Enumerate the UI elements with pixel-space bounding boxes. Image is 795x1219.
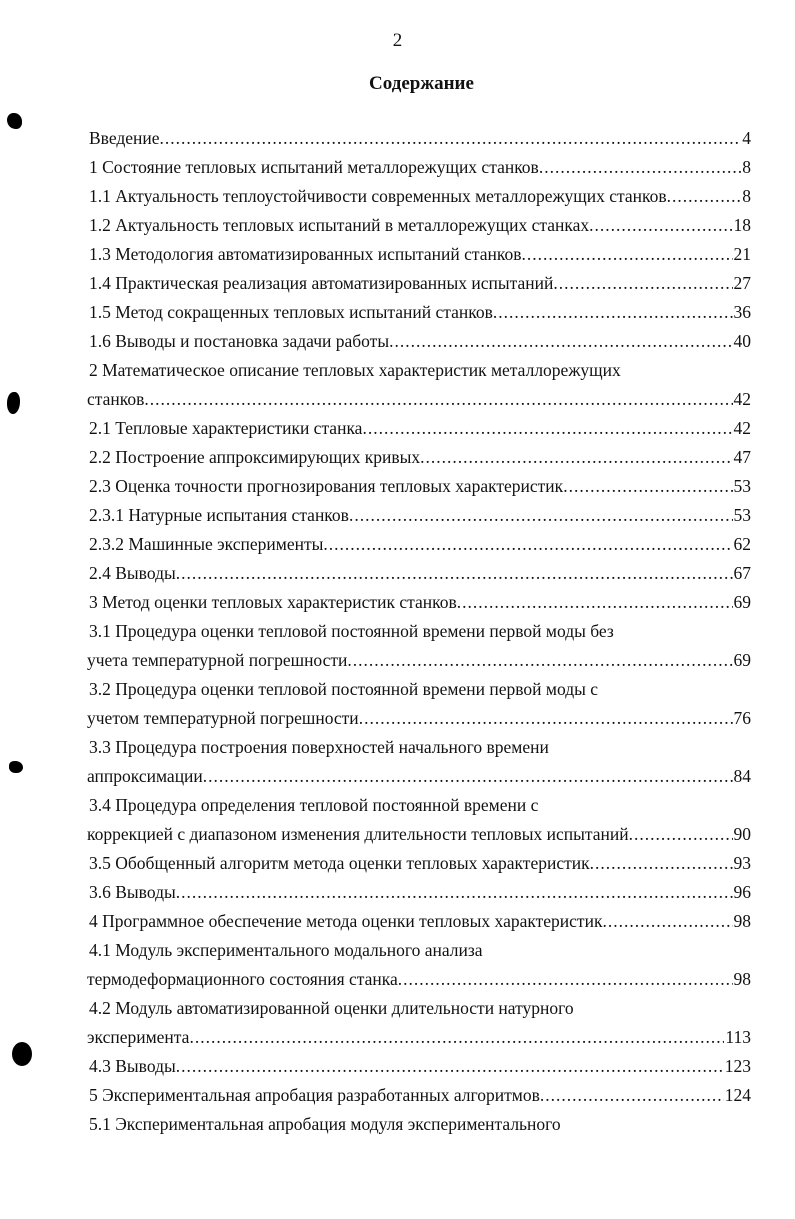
toc-entry-text: 1.3 Методология автоматизированных испытаний станков	[89, 244, 522, 264]
toc-entry-text: 4 Программное обеспечение метода оценки тепловых характеристик	[89, 911, 603, 931]
toc-entry-page: 4	[742, 128, 751, 148]
dot-leader	[176, 878, 733, 907]
toc-entry	[89, 733, 751, 762]
toc-entry-page: 53	[733, 476, 751, 496]
scan-spot	[7, 113, 22, 129]
toc-entry-text: 1.6 Выводы и постановка задачи работы	[89, 331, 390, 351]
toc-entry-text: учетом температурной погрешности	[87, 708, 359, 728]
toc-entry	[89, 588, 751, 617]
toc-entry-page: 90	[733, 824, 751, 844]
toc-entry-page: 69	[733, 650, 751, 670]
toc-entry-page: 67	[733, 563, 751, 583]
toc-entry-text: 3.5 Обобщенный алгоритм метода оценки тепловых характеристик	[89, 853, 590, 873]
toc-entry	[89, 791, 751, 820]
toc-entry-text: аппроксимации	[87, 766, 203, 786]
dot-leader	[359, 704, 733, 733]
toc-entry	[89, 269, 751, 298]
toc-entry-page: 53	[733, 505, 751, 525]
toc-entry	[89, 907, 751, 936]
dot-leader	[420, 443, 732, 472]
toc-entry-page: 27	[733, 273, 751, 293]
toc-entry-page: 47	[733, 447, 751, 467]
dot-leader	[160, 124, 742, 153]
toc-entry-page: 69	[733, 592, 751, 612]
toc-entry	[89, 878, 751, 907]
toc-entry	[89, 936, 751, 965]
toc-entry-text: учета температурной погрешности	[87, 650, 348, 670]
toc-entry-text: 3.2 Процедура оценки тепловой постоянной времени первой моды с	[89, 679, 599, 699]
toc-entry	[89, 327, 751, 356]
scan-spot	[9, 761, 23, 773]
toc-entry-page: 42	[733, 418, 751, 438]
dot-leader	[176, 1052, 724, 1081]
toc-entry-text: 2.4 Выводы	[89, 563, 176, 583]
toc-entry	[89, 211, 751, 240]
toc-entry	[89, 298, 751, 327]
dot-leader	[203, 762, 733, 791]
toc-entry	[89, 124, 751, 153]
toc-entry	[89, 443, 751, 472]
toc-entry	[87, 385, 751, 414]
toc-entry-text: 4.1 Модуль экспериментального модального анализа	[89, 940, 483, 960]
toc-entry-text: 5.1 Экспериментальная апробация модуля экспериментального	[89, 1114, 561, 1134]
toc-entry-text: 1 Состояние тепловых испытаний металлорежущих станков	[89, 157, 539, 177]
toc-entry	[89, 356, 751, 385]
dot-leader	[398, 965, 733, 994]
toc-entry-page: 18	[733, 215, 751, 235]
toc-entry-text: 1.2 Актуальность тепловых испытаний в металлорежущих станках	[89, 215, 590, 235]
toc-entry-text: 4.3 Выводы	[89, 1056, 176, 1076]
toc-entry	[89, 559, 751, 588]
toc-entry-text: 2.3.1 Натурные испытания станков	[89, 505, 349, 525]
toc-entry-text: станков	[87, 389, 145, 409]
toc-entry-text: 2.2 Построение аппроксимирующих кривых	[89, 447, 421, 467]
dot-leader	[602, 907, 732, 936]
dot-leader	[362, 414, 732, 443]
toc-entry-page: 76	[733, 708, 751, 728]
toc-entry	[87, 820, 751, 849]
toc-entry-text: 2.3 Оценка точности прогнозирования тепловых характеристик	[89, 476, 564, 496]
dot-leader	[493, 298, 733, 327]
toc-entry-page: 113	[725, 1027, 751, 1047]
toc-entry	[87, 704, 751, 733]
toc-entry-page: 42	[733, 389, 751, 409]
toc-entry-text: 3.3 Процедура построения поверхностей начального времени	[89, 737, 549, 757]
dot-leader	[349, 501, 733, 530]
toc-entry	[89, 994, 751, 1023]
dot-leader	[323, 530, 732, 559]
toc-entry	[89, 240, 751, 269]
toc-entry	[87, 646, 751, 675]
dot-leader	[589, 211, 732, 240]
toc-entry	[87, 965, 751, 994]
toc-entry-text: термодеформационного состояния станка	[87, 969, 398, 989]
toc-entry-text: 1.4 Практическая реализация автоматизированных испытаний	[89, 273, 554, 293]
toc-entry-page: 21	[733, 244, 751, 264]
toc-entry	[89, 1110, 751, 1139]
toc-entry-page: 8	[742, 157, 751, 177]
page-number: 2	[392, 30, 403, 51]
toc-entry	[89, 472, 751, 501]
dot-leader	[176, 559, 733, 588]
dot-leader	[629, 820, 733, 849]
toc-entry	[89, 1052, 751, 1081]
toc-entry-text: 1.1 Актуальность теплоустойчивости современных металлорежущих станков	[89, 186, 667, 206]
toc-entry-text: 2.3.2 Машинные эксперименты	[89, 534, 324, 554]
dot-leader	[553, 269, 732, 298]
toc-entry	[89, 530, 751, 559]
dot-leader	[590, 849, 733, 878]
table-of-contents	[89, 124, 751, 1139]
toc-entry-text: Введение	[89, 128, 160, 148]
dot-leader	[347, 646, 732, 675]
toc-entry-page: 84	[733, 766, 751, 786]
dot-leader	[389, 327, 732, 356]
dot-leader	[540, 1081, 724, 1110]
toc-entry	[89, 501, 751, 530]
toc-entry-text: 5 Экспериментальная апробация разработанных алгоритмов	[89, 1085, 540, 1105]
toc-entry-page: 98	[733, 969, 751, 989]
toc-entry-page: 123	[724, 1056, 751, 1076]
toc-entry-text: 2 Математическое описание тепловых характеристик металлорежущих	[89, 360, 621, 380]
toc-entry-text: 1.5 Метод сокращенных тепловых испытаний станков	[89, 302, 493, 322]
toc-entry-text: 4.2 Модуль автоматизированной оценки длительности натурного	[89, 998, 574, 1018]
toc-entry-text: 2.1 Тепловые характеристики станка	[89, 418, 363, 438]
dot-leader	[144, 385, 732, 414]
toc-entry	[89, 617, 751, 646]
toc-entry-text: 3.6 Выводы	[89, 882, 176, 902]
toc-entry-text: 3.4 Процедура определения тепловой постоянной времени с	[89, 795, 539, 815]
toc-entry	[89, 849, 751, 878]
dot-leader	[563, 472, 732, 501]
toc-entry-page: 96	[733, 882, 751, 902]
toc-entry-page: 8	[742, 186, 751, 206]
scan-spot	[12, 1042, 32, 1066]
toc-entry-text: эксперимента	[87, 1027, 190, 1047]
toc-entry	[89, 1081, 751, 1110]
toc-entry	[87, 1023, 751, 1052]
toc-entry-page: 36	[733, 302, 751, 322]
toc-entry-text: 3 Метод оценки тепловых характеристик станков	[89, 592, 457, 612]
toc-entry	[89, 414, 751, 443]
toc-entry	[89, 153, 751, 182]
toc-entry-text: коррекцией с диапазоном изменения длительности тепловых испытаний	[87, 824, 629, 844]
dot-leader	[522, 240, 733, 269]
toc-title: Содержание	[369, 73, 474, 94]
toc-entry-page: 124	[724, 1085, 751, 1105]
dot-leader	[457, 588, 733, 617]
toc-entry-text: 3.1 Процедура оценки тепловой постоянной времени первой моды без	[89, 621, 614, 641]
dot-leader	[189, 1023, 724, 1052]
toc-entry-page: 40	[733, 331, 751, 351]
toc-entry-page: 62	[733, 534, 751, 554]
scan-spot	[7, 392, 20, 414]
toc-entry-page: 93	[733, 853, 751, 873]
toc-entry	[89, 182, 751, 211]
dot-leader	[539, 153, 741, 182]
toc-entry	[87, 762, 751, 791]
toc-entry-page: 98	[733, 911, 751, 931]
toc-entry	[89, 675, 751, 704]
dot-leader	[667, 182, 742, 211]
